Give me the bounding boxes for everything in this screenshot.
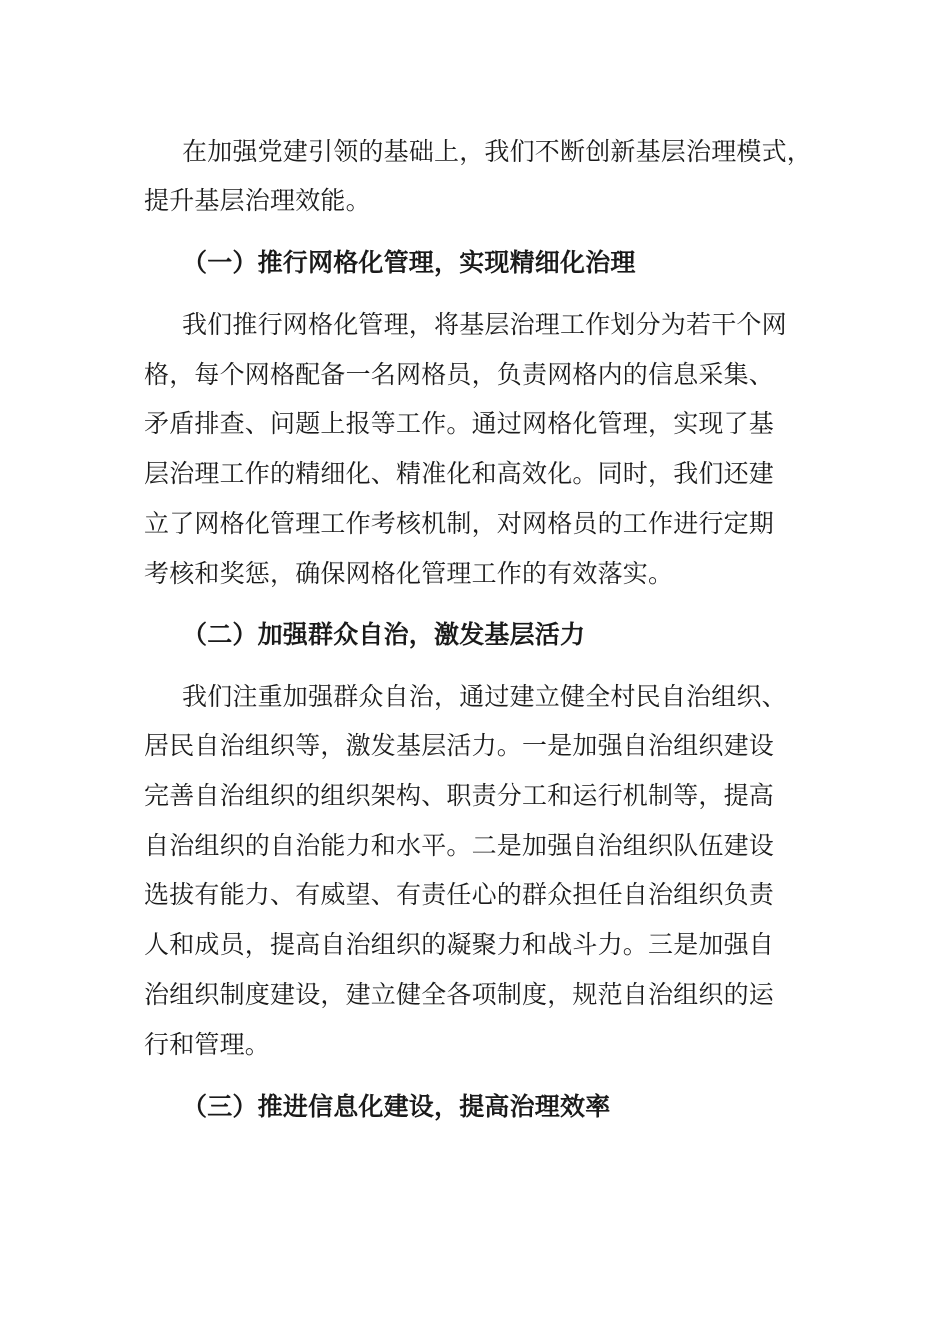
paragraph-line: 自治组织的自治能力和水平。二是加强自治组织队伍建设 (144, 831, 775, 860)
paragraph-line: 治组织制度建设，建立健全各项制度，规范自治组织的运 (144, 980, 775, 1009)
paragraph-line: 在加强党建引领的基础上，我们不断创新基层治理模式， (182, 137, 813, 166)
paragraph-line: 我们推行网格化管理，将基层治理工作划分为若干个网 (182, 310, 787, 339)
paragraph-line: 格，每个网格配备一名网格员，负责网格内的信息采集、 (144, 360, 775, 389)
paragraph-line: 层治理工作的精细化、精准化和高效化。同时，我们还建 (144, 459, 775, 488)
paragraph-line: 居民自治组织等，激发基层活力。一是加强自治组织建设 (144, 731, 775, 760)
paragraph-line: 我们注重加强群众自治，通过建立健全村民自治组织、 (182, 682, 787, 711)
paragraph-line: 立了网格化管理工作考核机制，对网格员的工作进行定期 (144, 509, 775, 538)
paragraph-line: 行和管理。 (144, 1030, 271, 1059)
paragraph-line: 提升基层治理效能。 (144, 186, 371, 215)
section-heading: （三）推进信息化建设，提高治理效率 (182, 1092, 611, 1121)
paragraph-line: 人和成员，提高自治组织的凝聚力和战斗力。三是加强自 (144, 930, 775, 959)
section-heading: （一）推行网格化管理，实现精细化治理 (182, 248, 636, 277)
paragraph-line: 完善自治组织的组织架构、职责分工和运行机制等，提高 (144, 781, 775, 810)
section-heading: （二）加强群众自治，激发基层活力 (182, 620, 586, 649)
paragraph-line: 选拔有能力、有威望、有责任心的群众担任自治组织负责 (144, 880, 775, 909)
paragraph-line: 矛盾排查、问题上报等工作。通过网格化管理，实现了基 (144, 409, 775, 438)
paragraph-line: 考核和奖惩，确保网格化管理工作的有效落实。 (144, 559, 674, 588)
